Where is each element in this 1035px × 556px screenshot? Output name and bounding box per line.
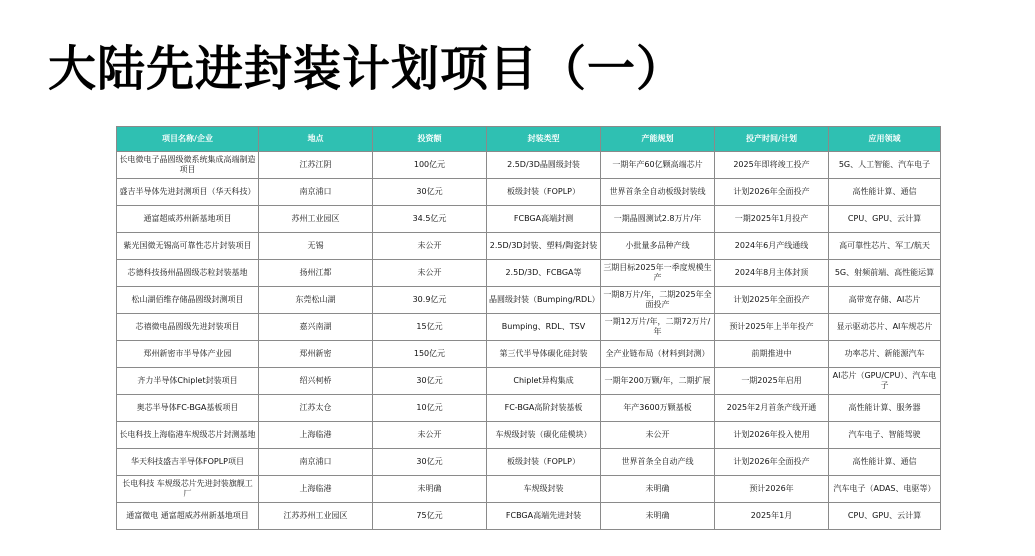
cell-package-type: Bumping、RDL、TSV <box>487 314 601 341</box>
cell-capacity: 未明确 <box>601 476 715 503</box>
cell-location: 江苏太仓 <box>259 395 373 422</box>
cell-project: 长电科技上海临港车规级芯片封测基地 <box>117 422 259 449</box>
cell-application: AI芯片（GPU/CPU）、汽车电子 <box>829 368 941 395</box>
cell-investment: 75亿元 <box>373 503 487 530</box>
cell-location: 南京浦口 <box>259 449 373 476</box>
table-row <box>117 395 941 422</box>
page-title: 大陆先进封装计划项目（一） <box>48 41 686 97</box>
cell-capacity: 全产业链布局（材料到封测） <box>601 341 715 368</box>
cell-package-type: 第三代半导体碳化硅封装 <box>487 341 601 368</box>
cell-project: 通富超威苏州新基地项目 <box>117 206 259 233</box>
cell-location: 苏州工业园区 <box>259 206 373 233</box>
cell-schedule: 一期2025年1月投产 <box>715 206 829 233</box>
cell-investment: 10亿元 <box>373 395 487 422</box>
cell-application: 汽车电子、智能驾驶 <box>829 422 941 449</box>
cell-investment: 未公开 <box>373 422 487 449</box>
table-header-row <box>117 127 941 152</box>
cell-project: 长电微电子晶圆级微系统集成高端制造项目 <box>117 152 259 179</box>
cell-project: 紫光国微无锡高可靠性芯片封装项目 <box>117 233 259 260</box>
cell-project: 芯德科技扬州晶圆级芯粒封装基地 <box>117 260 259 287</box>
cell-package-type: 2.5D/3D封装、塑料/陶瓷封装 <box>487 233 601 260</box>
cell-package-type: Chiplet异构集成 <box>487 368 601 395</box>
col-header-package-type: 封装类型 <box>487 127 601 152</box>
cell-schedule: 2025年1月 <box>715 503 829 530</box>
table-row <box>117 422 941 449</box>
cell-investment: 30亿元 <box>373 449 487 476</box>
cell-project: 齐力半导体Chiplet封装项目 <box>117 368 259 395</box>
table-row <box>117 314 941 341</box>
col-header-application: 应用领域 <box>829 127 941 152</box>
table-row <box>117 449 941 476</box>
cell-schedule: 2025年即将竣工投产 <box>715 152 829 179</box>
cell-location: 绍兴柯桥 <box>259 368 373 395</box>
cell-location: 南京浦口 <box>259 179 373 206</box>
cell-capacity: 一期年产60亿颗高端芯片 <box>601 152 715 179</box>
cell-capacity: 一期年200万颗/年，二期扩展 <box>601 368 715 395</box>
cell-schedule: 计划2025年全面投产 <box>715 287 829 314</box>
cell-application: 高性能计算、通信 <box>829 449 941 476</box>
cell-application: CPU、GPU、云计算 <box>829 206 941 233</box>
cell-package-type: 晶圆级封装（Bumping/RDL） <box>487 287 601 314</box>
cell-package-type: FCBGA高端先进封装 <box>487 503 601 530</box>
cell-schedule: 预计2026年 <box>715 476 829 503</box>
cell-capacity: 世界首条全自动产线 <box>601 449 715 476</box>
cell-capacity: 世界首条全自动板级封装线 <box>601 179 715 206</box>
cell-schedule: 计划2026年全面投产 <box>715 449 829 476</box>
cell-application: 显示驱动芯片、AI车规芯片 <box>829 314 941 341</box>
cell-capacity: 三期目标2025年一季度规模生产 <box>601 260 715 287</box>
cell-project: 通富微电 通富超威苏州新基地项目 <box>117 503 259 530</box>
cell-location: 郑州新密 <box>259 341 373 368</box>
cell-location: 江苏江阴 <box>259 152 373 179</box>
table-row <box>117 179 941 206</box>
table-row <box>117 152 941 179</box>
cell-schedule: 前期推进中 <box>715 341 829 368</box>
cell-investment: 30亿元 <box>373 179 487 206</box>
cell-location: 上海临港 <box>259 422 373 449</box>
cell-package-type: 板级封装（FOPLP） <box>487 179 601 206</box>
cell-investment: 未明确 <box>373 476 487 503</box>
cell-schedule: 计划2026年投入使用 <box>715 422 829 449</box>
cell-capacity: 小批量多品种产线 <box>601 233 715 260</box>
col-header-capacity: 产能规划 <box>601 127 715 152</box>
col-header-location: 地点 <box>259 127 373 152</box>
table-row <box>117 341 941 368</box>
cell-application: 高带宽存储、AI芯片 <box>829 287 941 314</box>
cell-investment: 100亿元 <box>373 152 487 179</box>
cell-package-type: FC-BGA高阶封装基板 <box>487 395 601 422</box>
cell-capacity: 一期12万片/年，二期72万片/年 <box>601 314 715 341</box>
cell-capacity: 一期晶圆测试2.8万片/年 <box>601 206 715 233</box>
col-header-project: 项目名称/企业 <box>117 127 259 152</box>
col-header-schedule: 投产时间/计划 <box>715 127 829 152</box>
table-row <box>117 260 941 287</box>
cell-capacity: 年产3600万颗基板 <box>601 395 715 422</box>
cell-investment: 30亿元 <box>373 368 487 395</box>
col-header-investment: 投资额 <box>373 127 487 152</box>
cell-schedule: 预计2025年上半年投产 <box>715 314 829 341</box>
cell-package-type: 2.5D/3D晶圆级封装 <box>487 152 601 179</box>
cell-investment: 30.9亿元 <box>373 287 487 314</box>
cell-location: 嘉兴南湖 <box>259 314 373 341</box>
cell-application: 高性能计算、通信 <box>829 179 941 206</box>
cell-location: 上海临港 <box>259 476 373 503</box>
table-row <box>117 233 941 260</box>
cell-location: 扬州江都 <box>259 260 373 287</box>
table-row <box>117 368 941 395</box>
cell-package-type: 车规级封装（碳化硅模块） <box>487 422 601 449</box>
cell-location: 江苏苏州工业园区 <box>259 503 373 530</box>
cell-project: 芯禧微电晶圆级先进封装项目 <box>117 314 259 341</box>
cell-application: 汽车电子（ADAS、电驱等） <box>829 476 941 503</box>
cell-investment: 15亿元 <box>373 314 487 341</box>
cell-capacity: 一期8万片/年，二期2025年全面投产 <box>601 287 715 314</box>
cell-capacity: 未公开 <box>601 422 715 449</box>
cell-package-type: 板级封装（FOPLP） <box>487 449 601 476</box>
cell-application: CPU、GPU、云计算 <box>829 503 941 530</box>
cell-application: 功率芯片、新能源汽车 <box>829 341 941 368</box>
cell-location: 无锡 <box>259 233 373 260</box>
cell-application: 高性能计算、服务器 <box>829 395 941 422</box>
cell-investment: 34.5亿元 <box>373 206 487 233</box>
cell-investment: 150亿元 <box>373 341 487 368</box>
cell-project: 华天科技盛吉半导体FOPLP项目 <box>117 449 259 476</box>
cell-application: 5G、人工智能、汽车电子 <box>829 152 941 179</box>
cell-investment: 未公开 <box>373 260 487 287</box>
cell-application: 5G、射频前端、高性能运算 <box>829 260 941 287</box>
cell-project: 长电科技 车规级芯片先进封装旗舰工厂 <box>117 476 259 503</box>
project-table-container <box>116 126 940 530</box>
cell-schedule: 2025年2月首条产线开通 <box>715 395 829 422</box>
cell-project: 松山湖佰维存储晶圆级封测项目 <box>117 287 259 314</box>
cell-project: 奥芯半导体FC-BGA基板项目 <box>117 395 259 422</box>
table-row <box>117 476 941 503</box>
cell-investment: 未公开 <box>373 233 487 260</box>
cell-application: 高可靠性芯片、军工/航天 <box>829 233 941 260</box>
table-row <box>117 287 941 314</box>
project-table <box>116 126 941 530</box>
cell-package-type: FCBGA高端封测 <box>487 206 601 233</box>
cell-schedule: 2024年8月主体封顶 <box>715 260 829 287</box>
table-body <box>117 152 941 530</box>
cell-package-type: 2.5D/3D、FCBGA等 <box>487 260 601 287</box>
cell-location: 东莞松山湖 <box>259 287 373 314</box>
cell-project: 盛吉半导体先进封测项目（华天科技） <box>117 179 259 206</box>
cell-project: 郑州新密市半导体产业园 <box>117 341 259 368</box>
cell-capacity: 未明确 <box>601 503 715 530</box>
cell-schedule: 一期2025年启用 <box>715 368 829 395</box>
table-row <box>117 206 941 233</box>
table-row <box>117 503 941 530</box>
cell-package-type: 车规级封装 <box>487 476 601 503</box>
cell-schedule: 计划2026年全面投产 <box>715 179 829 206</box>
cell-schedule: 2024年6月产线通线 <box>715 233 829 260</box>
